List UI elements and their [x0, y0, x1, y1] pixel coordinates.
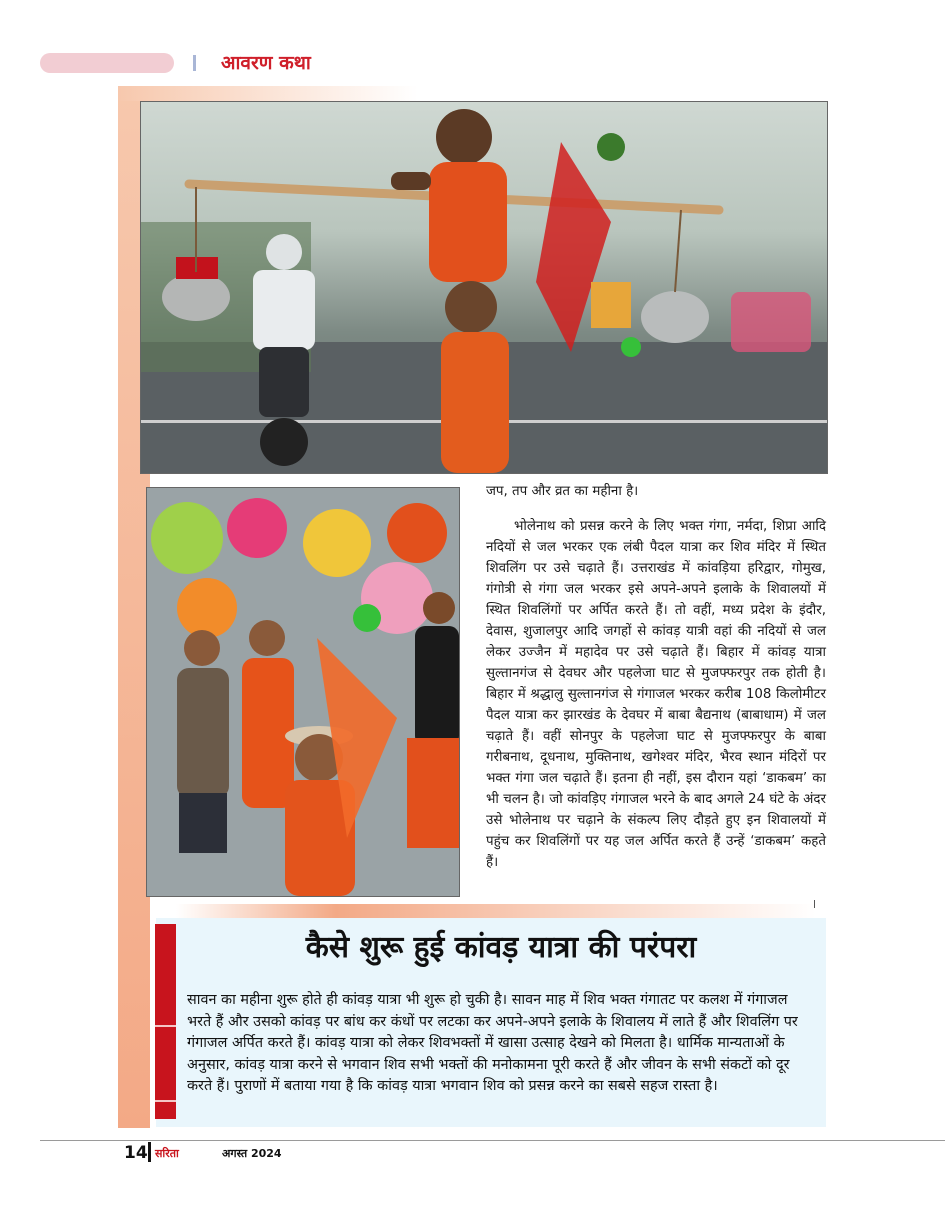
top-decorative-band — [118, 86, 418, 101]
magazine-logo: सरिता — [155, 1147, 179, 1160]
kanwar-yatra-photo-group — [146, 487, 460, 897]
footer-rule — [40, 1140, 945, 1141]
accent-bar-notch — [155, 1025, 176, 1027]
kanwar-yatra-photo-main-illustration — [141, 102, 827, 473]
divider-tick — [814, 900, 815, 908]
kanwar-yatra-photo-main — [140, 101, 828, 474]
section-title: आवरण कथा — [221, 52, 311, 74]
issue-date: अगस्त 2024 — [222, 1147, 282, 1160]
header-separator — [193, 55, 196, 71]
page-number: 14 — [124, 1143, 148, 1163]
kanwar-yatra-photo-group-illustration — [147, 488, 459, 896]
info-box-accent-bar — [155, 924, 176, 1119]
section-divider — [176, 904, 816, 918]
info-box-title: कैसे शुरू हुई कांवड़ यात्रा की परंपरा — [305, 930, 697, 965]
article-body — [486, 481, 826, 873]
info-box-text: सावन का महीना शुरू होते ही कांवड़ यात्रा भी शुरू हो चुकी है। सावन माह में शिव भक्त गंगातट पर कलश में गंगाजल भरते हैं और उसको कांवड़ पर बांध कर कंधों पर लटका कर अपने-अपने इलाके के शिवालय में लाते हैं और शिवलिंग पर गंगाजल अर्पित करते हैं। कांवड़ यात्रा को लेकर शिवभक्तों में खासा उत्साह देखने को मिलता है। धार्मिक मान्यताओं के अनुसार, कांवड़ यात्रा करने से भगवान शिव सभी भक्तों की मनोकामना पूरी करते हैं और जीवन के सभी संकटों को दूर करते हैं। पुराणों में बताया गया है कि कांवड़ यात्रा भगवान शिव को प्रसन्न करने का सबसे सहज रास्ता है। — [187, 992, 798, 1094]
footer-separator — [148, 1142, 151, 1162]
accent-bar-notch — [155, 1100, 176, 1102]
article-lead-line: जप, तप और व्रत का महीना है। — [486, 484, 639, 499]
article-paragraph: भोलेनाथ को प्रसन्न करने के लिए भक्त गंगा, नर्मदा, शिप्रा आदि नदियों से जल भरकर एक लंबी पैदल यात्रा कर शिव मंदिर में स्थित शिवलिंग पर उसे चढ़ाते हैं। उत्तराखंड में कांवड़िया हरिद्वार, गोमुख, गंगोत्री से गंगा जल भरकर इसे अपने-अपने इलाके के शिवालयों में स्थित शिवलिंगों पर अर्पित करते हैं। तो वहीं, मध्य प्रदेश के इंदौर, देवास, शुजालपुर आदि जगहों से कांवड़ यात्री वहां की नदियों से जल लेकर उज्जैन में महादेव पर उसे चढ़ाते हैं। बिहार में कांवड़ यात्रा सुल्तानगंज से देवघर और पहलेजा घाट से मुजफ्फरपुर तक होती है। बिहार में श्रद्धालु सुल्तानगंज से गंगाजल भरकर करीब 108 किलोमीटर पैदल यात्रा कर झारखंड के देवघर में बाबा बैद्यनाथ (बाबाधाम) में जल चढ़ाते हैं। वहीं सोनपुर के पहलेजा घाट से मुजफ्फरपुर के बाबा गरीबनाथ, दूधनाथ, मुक्तिनाथ, खगेश्वर मंदिर, भैरव स्थान मंदिरों पर भक्त गंगा जल चढ़ाते हैं। इतना ही नहीं, इस दौरान यहां ‘डाकबम’ का भी चलन है। जो कांवड़िए गंगाजल भरने के बाद अगले 24 घंटे के अंदर उसे भोलेनाथ पर चढ़ाने के संकल्प लिए दौड़ते हुए इन शिवालयों में पहुंच कर शिवलिंगों पर यह जल अर्पित करते हैं उन्हें ‘डाकबम’ कहते हैं। — [486, 519, 826, 870]
header-decoration-pill — [40, 53, 174, 73]
